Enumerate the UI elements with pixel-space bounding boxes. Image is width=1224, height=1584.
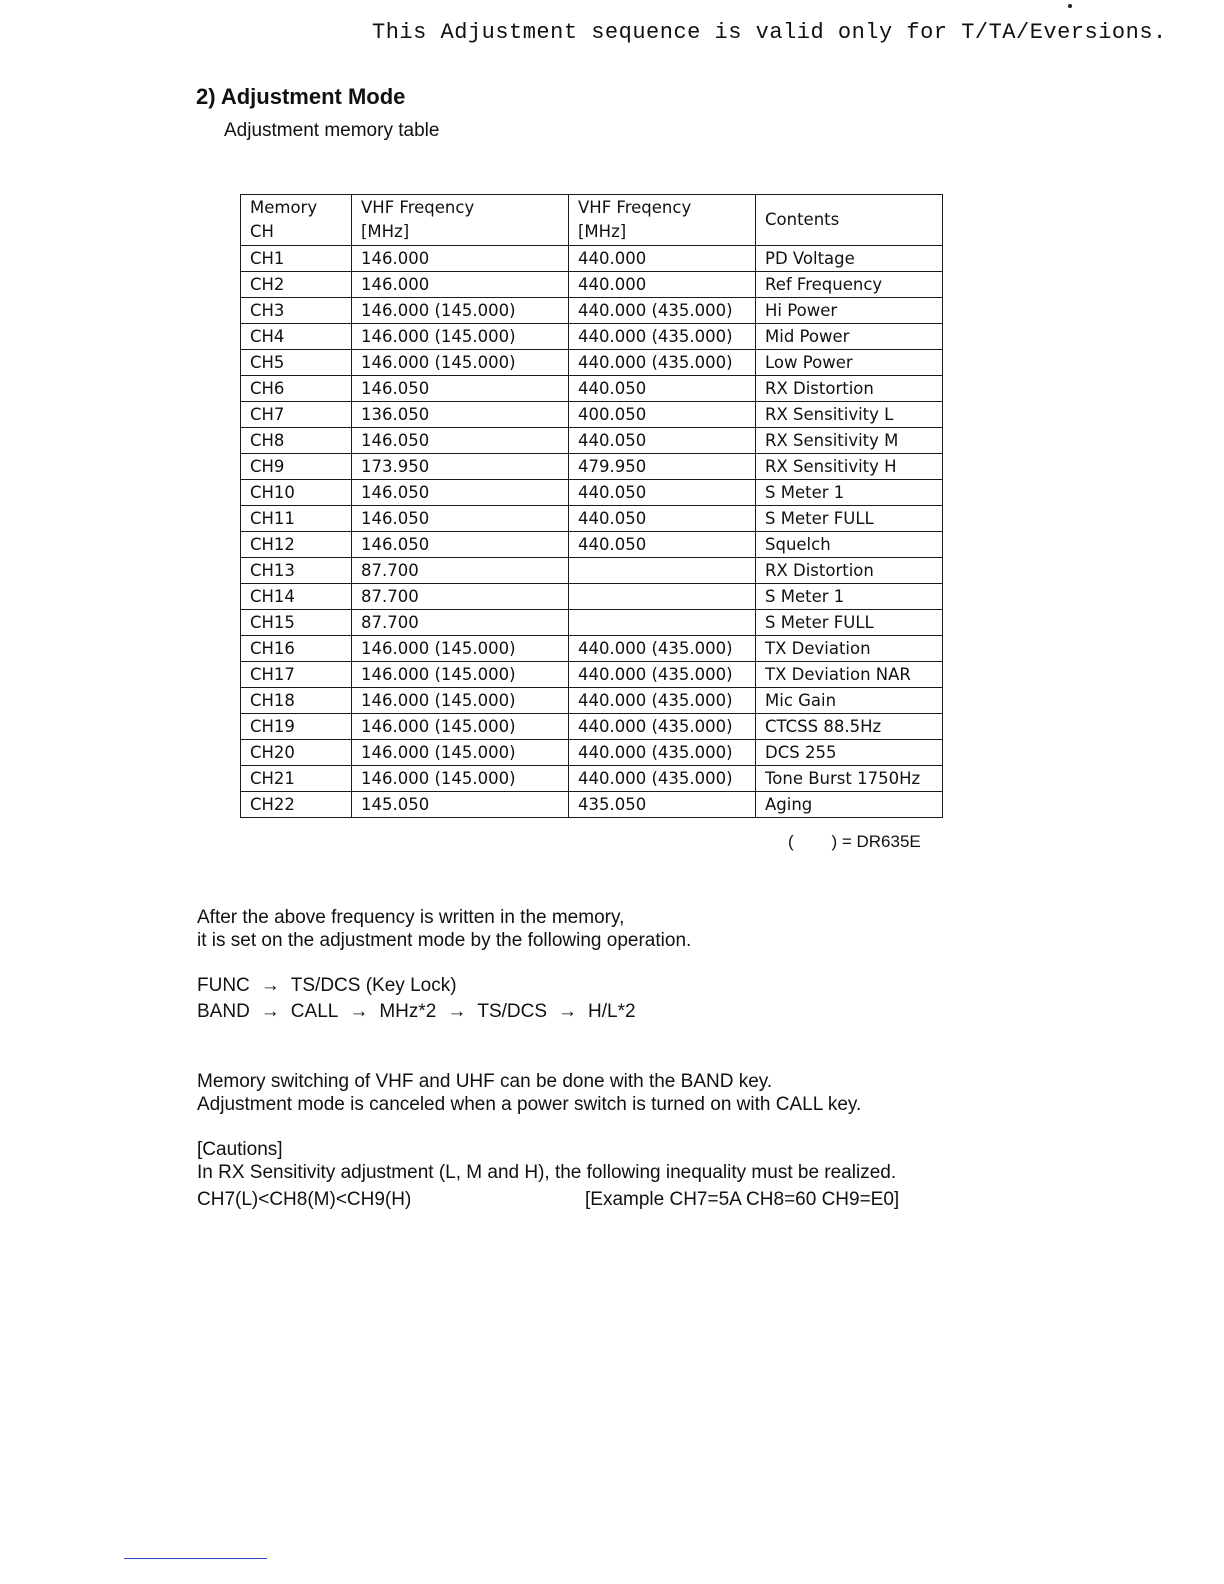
table-row [241, 662, 943, 688]
table-cell: CH10 [241, 480, 352, 506]
operation-step: TS/DCS [477, 1001, 548, 1022]
operation-step: H/L*2 [588, 1001, 636, 1022]
table-cell: Tone Burst 1750Hz [756, 766, 943, 792]
arrow-right-icon: → [260, 1001, 280, 1022]
table-cell: CH15 [241, 610, 352, 636]
arrow-right-icon: → [447, 1001, 467, 1022]
table-cell: 87.700 [352, 584, 569, 610]
table-header-cell [569, 195, 756, 246]
table-cell: 440.000 (435.000) [569, 324, 756, 350]
table-cell: 440.000 [569, 272, 756, 298]
operation-line-2 [197, 1001, 636, 1023]
table-cell: RX Sensitivity L [756, 402, 943, 428]
table-cell: CH20 [241, 740, 352, 766]
table-cell: CH14 [241, 584, 352, 610]
table-cell: S Meter 1 [756, 480, 943, 506]
table-header-text: Memory [250, 198, 318, 217]
version-notice: This Adjustment sequence is valid only for T/TA/Eversions. [372, 20, 1167, 45]
table-cell: CH7 [241, 402, 352, 428]
arrow-right-icon: → [349, 1001, 369, 1022]
table-cell: 146.000 (145.000) [352, 766, 569, 792]
table-cell: 440.000 (435.000) [569, 298, 756, 324]
table-cell: S Meter 1 [756, 584, 943, 610]
table-row [241, 454, 943, 480]
table-row [241, 558, 943, 584]
table-cell: 440.000 (435.000) [569, 350, 756, 376]
table-header-row [241, 195, 943, 246]
table-header-text: [MHz] [578, 222, 627, 241]
table-row [241, 402, 943, 428]
table-header-text: CH [250, 222, 274, 241]
table-cell [569, 558, 756, 584]
table-cell: Ref Frequency [756, 272, 943, 298]
table-cell: 440.050 [569, 480, 756, 506]
table-cell: RX Sensitivity M [756, 428, 943, 454]
table-cell: 440.000 (435.000) [569, 662, 756, 688]
table-cell: Mic Gain [756, 688, 943, 714]
table-cell: 136.050 [352, 402, 569, 428]
table-cell: CH13 [241, 558, 352, 584]
table-row [241, 272, 943, 298]
table-cell: 146.000 (145.000) [352, 350, 569, 376]
table-cell: CH1 [241, 246, 352, 272]
table-header-text: Contents [765, 210, 840, 229]
table-caption: Adjustment memory table [224, 120, 440, 141]
table-cell: 146.000 (145.000) [352, 688, 569, 714]
table-cell: S Meter FULL [756, 506, 943, 532]
table-cell: 146.000 [352, 272, 569, 298]
table-header-text: VHF Freqency [361, 198, 475, 217]
cautions-inequality: CH7(L)<CH8(M)<CH9(H) [197, 1189, 412, 1210]
table-cell: Low Power [756, 350, 943, 376]
table-row [241, 428, 943, 454]
table-row [241, 532, 943, 558]
table-cell: CH19 [241, 714, 352, 740]
table-cell: 440.050 [569, 532, 756, 558]
arrow-right-icon: → [260, 975, 280, 996]
table-cell: 146.000 (145.000) [352, 740, 569, 766]
table-cell: CH11 [241, 506, 352, 532]
table-cell: CH4 [241, 324, 352, 350]
table-cell: CTCSS 88.5Hz [756, 714, 943, 740]
table-cell: 146.000 [352, 246, 569, 272]
table-cell: 146.050 [352, 480, 569, 506]
table-cell: CH2 [241, 272, 352, 298]
table-row [241, 350, 943, 376]
table-cell: TX Deviation [756, 636, 943, 662]
table-cell: 440.000 (435.000) [569, 766, 756, 792]
table-header-text: VHF Freqency [578, 198, 692, 217]
table-cell: 173.950 [352, 454, 569, 480]
arrow-right-icon: → [558, 1001, 578, 1022]
operation-line-1 [197, 975, 457, 997]
table-header-cell [352, 195, 569, 246]
table-row [241, 766, 943, 792]
table-body [241, 246, 943, 818]
table-header-cell [756, 195, 943, 246]
table-cell: 146.000 (145.000) [352, 714, 569, 740]
table-cell: CH6 [241, 376, 352, 402]
table-row [241, 688, 943, 714]
table-cell: RX Distortion [756, 558, 943, 584]
intro-line-1: After the above frequency is written in the memory, [197, 907, 625, 928]
table-cell: 440.000 (435.000) [569, 740, 756, 766]
table-cell: 440.000 [569, 246, 756, 272]
table-cell: 440.050 [569, 506, 756, 532]
table-cell: 87.700 [352, 610, 569, 636]
intro-line-2: it is set on the adjustment mode by the following operation. [197, 930, 692, 951]
table-cell: 146.050 [352, 428, 569, 454]
table-row [241, 584, 943, 610]
table-cell: 146.050 [352, 532, 569, 558]
table-cell: CH17 [241, 662, 352, 688]
operation-step: TS/DCS (Key Lock) [290, 975, 457, 996]
cautions-heading: [Cautions] [197, 1139, 283, 1160]
table-cell: Mid Power [756, 324, 943, 350]
table-cell: 87.700 [352, 558, 569, 584]
table-header-cell [241, 195, 352, 246]
table-cell: 440.000 (435.000) [569, 714, 756, 740]
table-cell [569, 610, 756, 636]
table-cell: RX Distortion [756, 376, 943, 402]
cautions-example: [Example CH7=5A CH8=60 CH9=E0] [585, 1189, 900, 1210]
operation-step: MHz*2 [379, 1001, 437, 1022]
table-cell: 435.050 [569, 792, 756, 818]
operation-step: CALL [290, 1001, 339, 1022]
table-cell: 145.050 [352, 792, 569, 818]
table-cell: CH8 [241, 428, 352, 454]
table-cell: CH5 [241, 350, 352, 376]
table-note: ( ) = DR635E [788, 832, 921, 851]
table-row [241, 480, 943, 506]
table-cell: 146.000 (145.000) [352, 662, 569, 688]
section-heading: 2) Adjustment Mode [196, 84, 406, 109]
table-cell: 146.000 (145.000) [352, 324, 569, 350]
table-cell: 440.000 (435.000) [569, 636, 756, 662]
table-cell: CH21 [241, 766, 352, 792]
table-cell: Aging [756, 792, 943, 818]
table-row [241, 714, 943, 740]
table-row [241, 324, 943, 350]
table-cell: 440.050 [569, 428, 756, 454]
table-row [241, 246, 943, 272]
table-row [241, 298, 943, 324]
table-cell: CH18 [241, 688, 352, 714]
info-line-2: Adjustment mode is canceled when a power switch is turned on with CALL key. [197, 1094, 862, 1115]
table-row [241, 376, 943, 402]
cautions-text: In RX Sensitivity adjustment (L, M and H), the following inequality must be realized. [197, 1162, 897, 1183]
table-cell [569, 584, 756, 610]
table-row [241, 610, 943, 636]
operation-step: FUNC [197, 975, 250, 996]
table-cell: CH3 [241, 298, 352, 324]
table-row [241, 740, 943, 766]
table-cell: 400.050 [569, 402, 756, 428]
info-line-1: Memory switching of VHF and UHF can be done with the BAND key. [197, 1071, 773, 1092]
table-cell: 440.000 (435.000) [569, 688, 756, 714]
table-cell: RX Sensitivity H [756, 454, 943, 480]
adjustment-memory-table [240, 194, 943, 818]
table-cell: 440.050 [569, 376, 756, 402]
table-cell: CH16 [241, 636, 352, 662]
table-row [241, 506, 943, 532]
table-header-text: [MHz] [361, 222, 410, 241]
table-cell: CH12 [241, 532, 352, 558]
table-cell: 146.050 [352, 506, 569, 532]
table-cell: TX Deviation NAR [756, 662, 943, 688]
table-row [241, 636, 943, 662]
table-cell: Hi Power [756, 298, 943, 324]
table-cell: DCS 255 [756, 740, 943, 766]
scan-speck [1068, 4, 1072, 8]
table-cell: 146.000 (145.000) [352, 298, 569, 324]
table-cell: CH22 [241, 792, 352, 818]
table-cell: Squelch [756, 532, 943, 558]
table-cell: S Meter FULL [756, 610, 943, 636]
table-row [241, 792, 943, 818]
footer-rule [124, 1558, 267, 1559]
table-cell: PD Voltage [756, 246, 943, 272]
table-cell: 146.050 [352, 376, 569, 402]
table-cell: 146.000 (145.000) [352, 636, 569, 662]
table-cell: 479.950 [569, 454, 756, 480]
table-cell: CH9 [241, 454, 352, 480]
operation-step: BAND [197, 1001, 250, 1022]
